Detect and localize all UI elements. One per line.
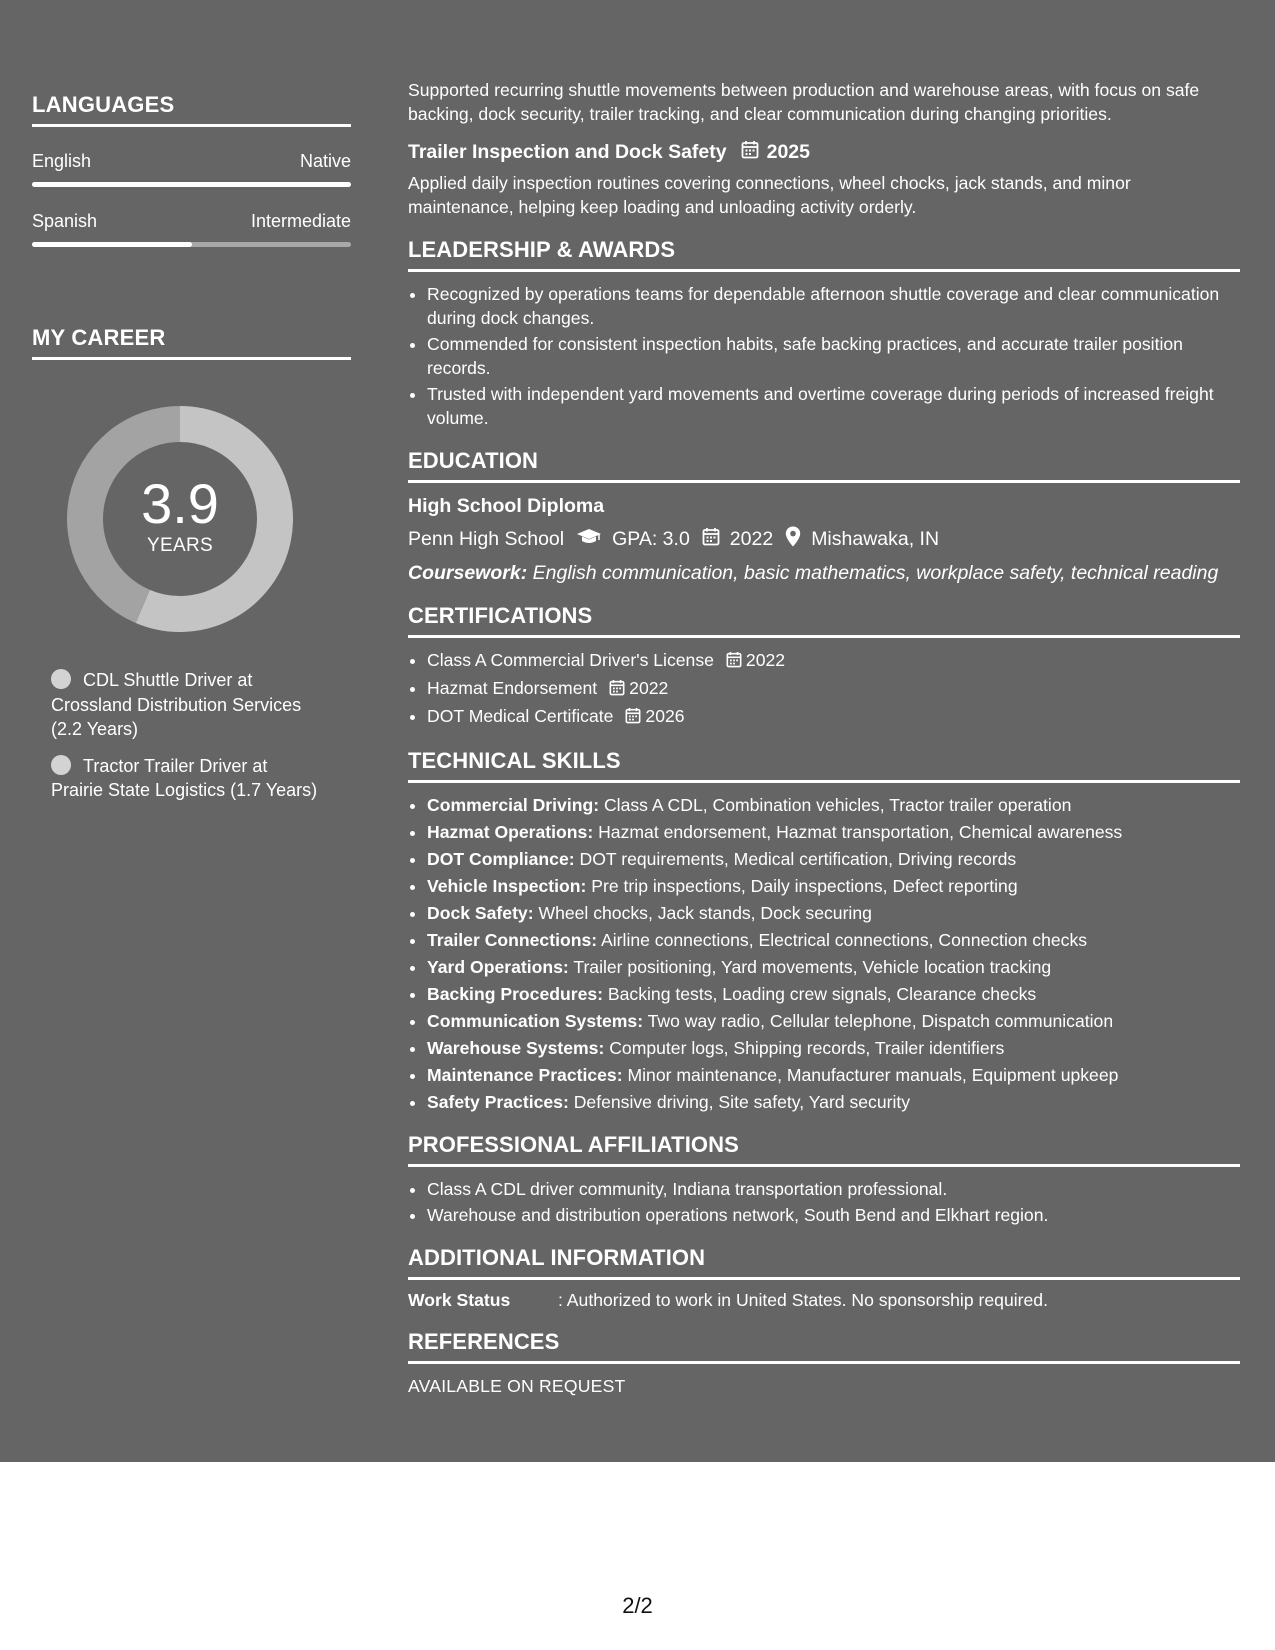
skill-category: Backing Procedures: [427,984,603,1004]
skill-values: Pre trip inspections, Daily inspections, Defect reporting [591,876,1018,896]
project-year: 2025 [766,141,810,163]
career-heading: MY CAREER [32,325,351,360]
skill-values: Hazmat endorsement, Hazmat transportation, Chemical awareness [598,822,1123,842]
language-name: Spanish [32,211,98,231]
affiliations-heading: PROFESSIONAL AFFILIATIONS [408,1132,1240,1167]
skill-item [427,928,1240,952]
skill-category: Hazmat Operations: [427,822,594,842]
certification-item [427,704,1240,730]
skill-item [427,793,1240,817]
career-item-text: Tractor Trailer Driver at Prairie State Logistics (1.7 Years) [51,755,318,800]
career-item [51,754,321,803]
career-item-text: CDL Shuttle Driver at Crossland Distribution Services (2.2 Years) [51,670,302,739]
language-item [32,211,351,247]
calendar-icon [625,706,641,730]
skill-values: Trailer positioning, Yard movements, Vehicle location tracking [573,957,1052,977]
language-proficiency-bar [32,182,351,187]
list-item: • Commended for consistent inspection habits, safe backing practices, and accurate trailer position records. [427,332,1240,380]
calendar-icon [741,140,759,165]
skill-values: Two way radio, Cellular telephone, Dispatch communication [647,1011,1114,1031]
skill-category: Warehouse Systems: [427,1038,605,1058]
page-number: 2/2 [622,1593,653,1618]
skill-values: Backing tests, Loading crew signals, Clearance checks [607,984,1037,1004]
additional-info-heading: ADDITIONAL INFORMATION [408,1245,1240,1280]
education-location: Mishawaka, IN [811,528,940,550]
project-title: Trailer Inspection and Dock Safety [408,141,727,163]
skill-item [427,982,1240,1006]
certification-item [427,676,1240,702]
career-item [51,668,321,742]
skill-category: Maintenance Practices: [427,1065,623,1085]
education-gpa: GPA: 3.0 [612,528,690,550]
skill-values: Defensive driving, Site safety, Yard security [573,1092,911,1112]
project-title-row [408,140,1240,165]
skill-item [427,955,1240,979]
coursework-label: Coursework: [408,562,528,584]
education-school: Penn High School [408,528,565,550]
skill-item [427,1063,1240,1087]
skill-values: Wheel chocks, Jack stands, Dock securing [538,903,872,923]
language-proficiency-bar [32,242,351,247]
certification-name: Class A Commercial Driver's License [427,650,714,670]
work-status-value: : Authorized to work in United States. No sponsorship required. [558,1290,1048,1310]
certification-name: Hazmat Endorsement [427,678,598,698]
skill-item [427,1036,1240,1060]
certification-year: 2026 [645,706,685,726]
skill-values: Computer logs, Shipping records, Trailer identifiers [609,1038,1005,1058]
language-proficiency-fill [32,242,192,247]
career-dot-icon [51,669,71,689]
references-text: AVAILABLE ON REQUEST [408,1376,626,1396]
skill-category: Dock Safety: [427,903,534,923]
project-description: Applied daily inspection routines covering connections, wheel chocks, jack stands, and minor maintenance, helping keep loading and unloading activity orderly. [408,173,1131,217]
certifications-list [408,648,1240,730]
list-item: • Trusted with independent yard movements and overtime coverage during periods of increased freight volume. [427,382,1240,430]
career-total-years: 3.9 [141,472,219,535]
skill-category: Vehicle Inspection: [427,876,587,896]
affiliations-list [408,1177,1240,1227]
leadership-list [408,282,1240,430]
certification-year: 2022 [629,678,669,698]
list-item: • Class A CDL driver community, Indiana transportation professional. [427,1177,1240,1201]
certification-name: DOT Medical Certificate [427,706,614,726]
skill-category: Yard Operations: [427,957,569,977]
skill-item [427,1090,1240,1114]
skills-list [408,793,1240,1114]
location-pin-icon [785,526,801,553]
education-year: 2022 [729,528,774,550]
certification-item [427,648,1240,674]
education-coursework [408,561,1240,585]
language-name: English [32,151,92,171]
education-details [408,526,1240,553]
certifications-heading: CERTIFICATIONS [408,603,1240,638]
skills-heading: TECHNICAL SKILLS [408,748,1240,783]
certification-year: 2022 [745,650,786,670]
career-donut-chart [67,406,293,632]
skill-values: DOT requirements, Medical certification, Driving records [579,849,1017,869]
calendar-icon [726,650,742,674]
education-degree: High School Diploma [408,495,605,517]
skill-item [427,874,1240,898]
skill-category: Communication Systems: [427,1011,644,1031]
career-list [32,668,321,803]
skill-values: Airline connections, Electrical connections, Connection checks [601,930,1088,950]
skill-category: Commercial Driving: [427,795,600,815]
language-proficiency-fill [32,182,351,187]
sidebar [32,92,351,815]
main-content [408,78,1240,1397]
career-dot-icon [51,755,71,775]
coursework-text: English communication, basic mathematics, workplace safety, technical reading [532,562,1219,584]
work-status-label: Work Status [408,1290,511,1310]
skill-values: Class A CDL, Combination vehicles, Tractor trailer operation [603,795,1072,815]
list-item: • Warehouse and distribution operations network, South Bend and Elkhart region. [427,1203,1240,1227]
skill-values: Minor maintenance, Manufacturer manuals, Equipment upkeep [627,1065,1119,1085]
language-level: Intermediate [250,211,351,231]
skill-item [427,1009,1240,1033]
skill-category: Safety Practices: [427,1092,569,1112]
leadership-heading: LEADERSHIP & AWARDS [408,237,1240,272]
skill-category: DOT Compliance: [427,849,575,869]
experience-description: Supported recurring shuttle movements between production and warehouse areas, with focus on safe backing, dock security, trailer tracking, and clear communication during changing priorities. [408,80,1200,124]
skill-item [427,847,1240,871]
skill-category: Trailer Connections: [427,930,598,950]
skill-item [427,901,1240,925]
language-level: Native [299,151,351,171]
languages-heading: LANGUAGES [32,92,351,127]
work-status-row [408,1290,1240,1311]
graduation-cap-icon [576,528,602,552]
calendar-icon [702,527,720,552]
skill-item [427,820,1240,844]
language-item [32,151,351,187]
calendar-icon [609,678,625,702]
education-heading: EDUCATION [408,448,1240,483]
list-item: • Recognized by operations teams for dependable afternoon shuttle coverage and clear communication during dock changes. [427,282,1240,330]
references-heading: REFERENCES [408,1329,1240,1364]
career-total-unit: YEARS [147,535,213,556]
